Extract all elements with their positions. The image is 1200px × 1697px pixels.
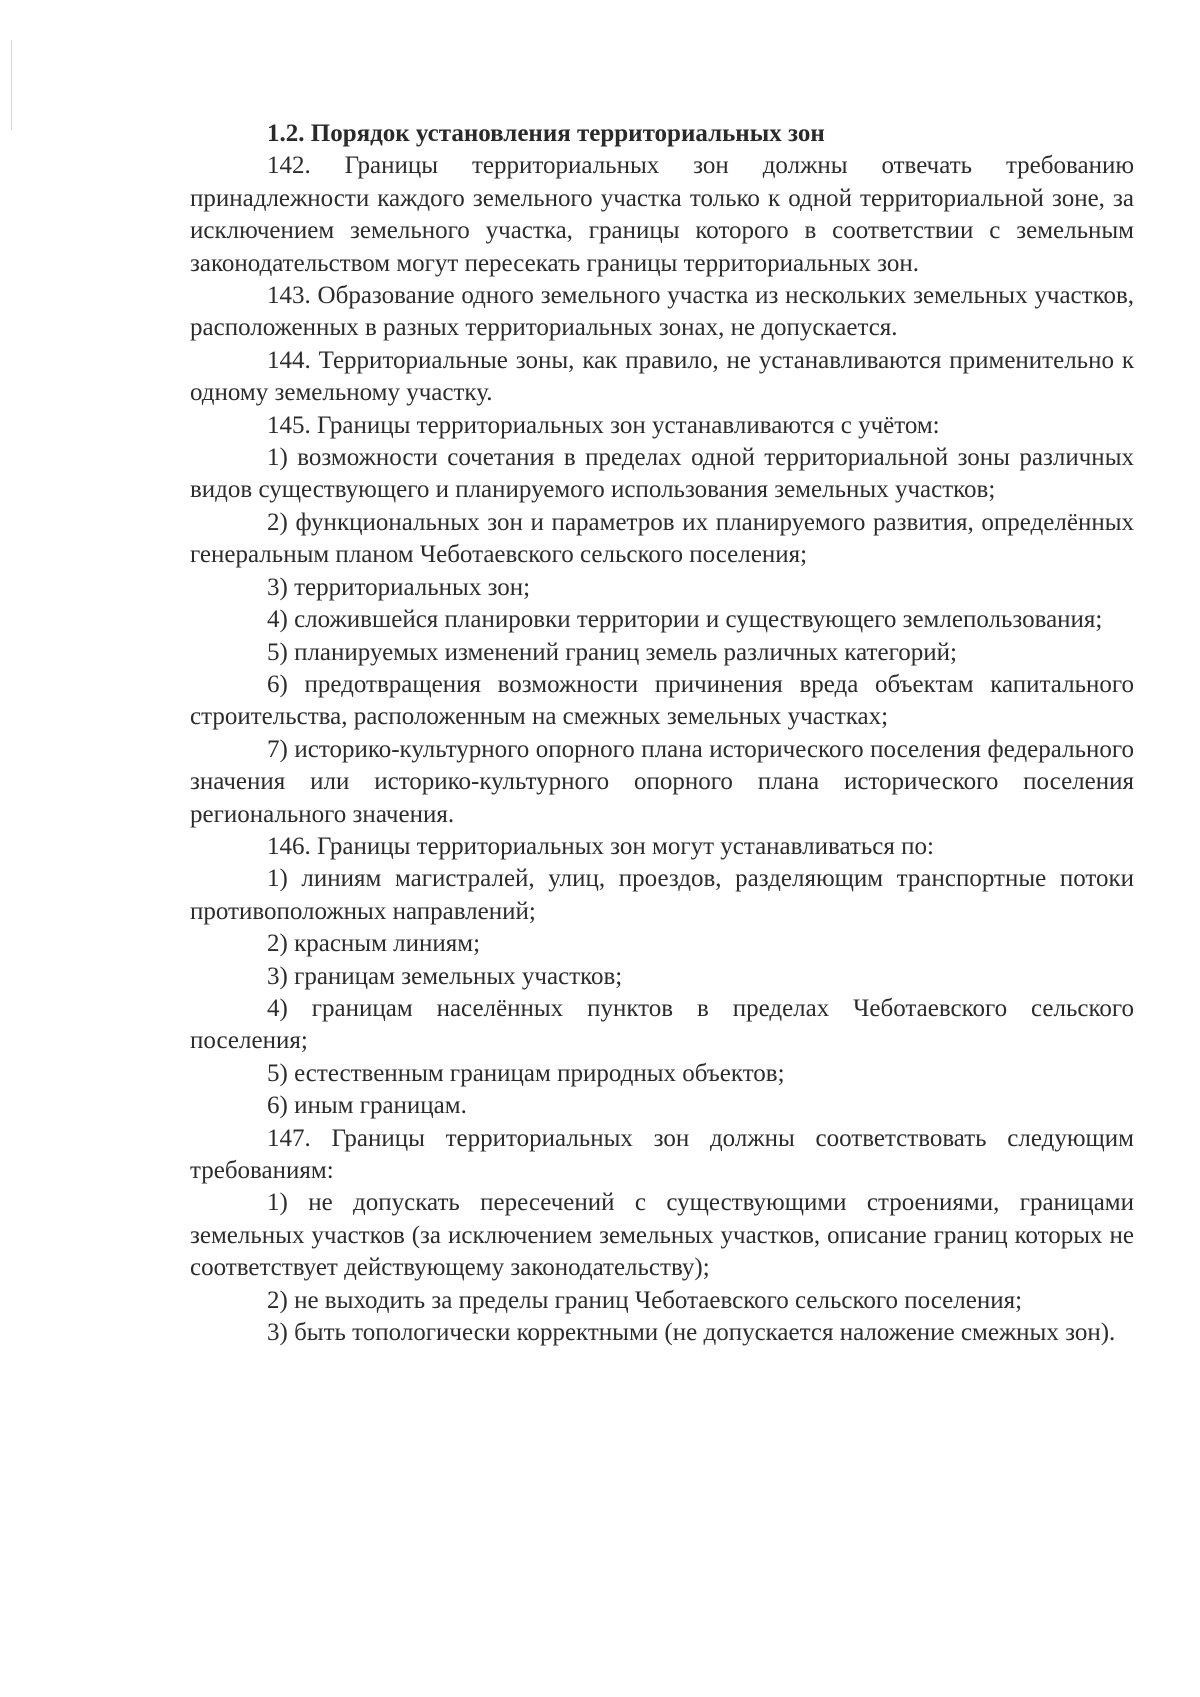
list-item-147-1: 1) не допускать пересечений с существующими строениями, границами земельных участков (за исключением земельных участков, описание границ которых не соответствует действующему законодательству); <box>190 1189 1134 1282</box>
list-item-146-2: 2) красным линиям; <box>267 930 481 958</box>
paragraph-142: 142. Границы территориальных зон должны отвечать требованию принадлежности каждого земельного участка только к одной территориальной зоне, за исключением земельного участка, границы которого в соответствии с земельным законодательством могут пересекать границы территориальных зон. <box>190 152 1134 277</box>
list-item-146-4: 4) границам населённых пунктов в пределах Чеботаевского сельского поселения; <box>190 994 1134 1055</box>
list-item-145-1: 1) возможности сочетания в пределах одной территориальной зоны различных видов существующего и планируемого использования земельных участков; <box>190 444 1134 504</box>
list-item-145-5: 5) планируемых изменений границ земель различных категорий; <box>267 638 957 666</box>
list-item-145-3: 3) территориальных зон; <box>267 573 531 601</box>
paragraph-146: 146. Границы территориальных зон могут устанавливаться по: <box>267 832 934 860</box>
list-item-146-3: 3) границам земельных участков; <box>267 962 623 990</box>
section-heading: 1.2. Порядок установления территориальных зон <box>267 120 825 147</box>
list-item-147-2: 2) не выходить за пределы границ Чеботаевского сельского поселения; <box>267 1286 1023 1314</box>
paragraph-147: 147. Границы территориальных зон должны соответствовать следующим требованиям: <box>190 1124 1134 1184</box>
list-item-145-6: 6) предотвращения возможности причинения вреда объектам капитального строительства, расположенным на смежных земельных участках; <box>190 670 1134 731</box>
list-item-145-7: 7) историко-культурного опорного плана исторического поселения федерального значения или историко-культурного опорного плана исторического поселения регионального значения. <box>190 735 1134 828</box>
list-item-145-4: 4) сложившейся планировки территории и существующего землепользования; <box>267 606 1103 634</box>
list-item-146-5: 5) естественным границам природных объектов; <box>267 1059 785 1087</box>
list-item-145-2: 2) функциональных зон и параметров их планируемого развития, определённых генеральным планом Чеботаевского сельского поселения; <box>190 508 1134 569</box>
list-item-146-1: 1) линиям магистралей, улиц, проездов, разделяющим транспортные потоки противоположных направлений; <box>190 865 1134 925</box>
paragraph-143: 143. Образование одного земельного участка из нескольких земельных участков, расположенных в разных территориальных зонах, не допускается. <box>190 282 1134 342</box>
document-body <box>190 118 1134 1349</box>
paragraph-144: 144. Территориальные зоны, как правило, не устанавливаются применительно к одному земельному участку. <box>190 346 1134 407</box>
list-item-146-6: 6) иным границам. <box>267 1092 467 1120</box>
list-item-147-3: 3) быть топологически корректными (не допускается наложение смежных зон). <box>267 1319 1116 1347</box>
scan-edge-line <box>11 40 12 130</box>
paragraph-145: 145. Границы территориальных зон устанавливаются с учётом: <box>267 411 940 439</box>
